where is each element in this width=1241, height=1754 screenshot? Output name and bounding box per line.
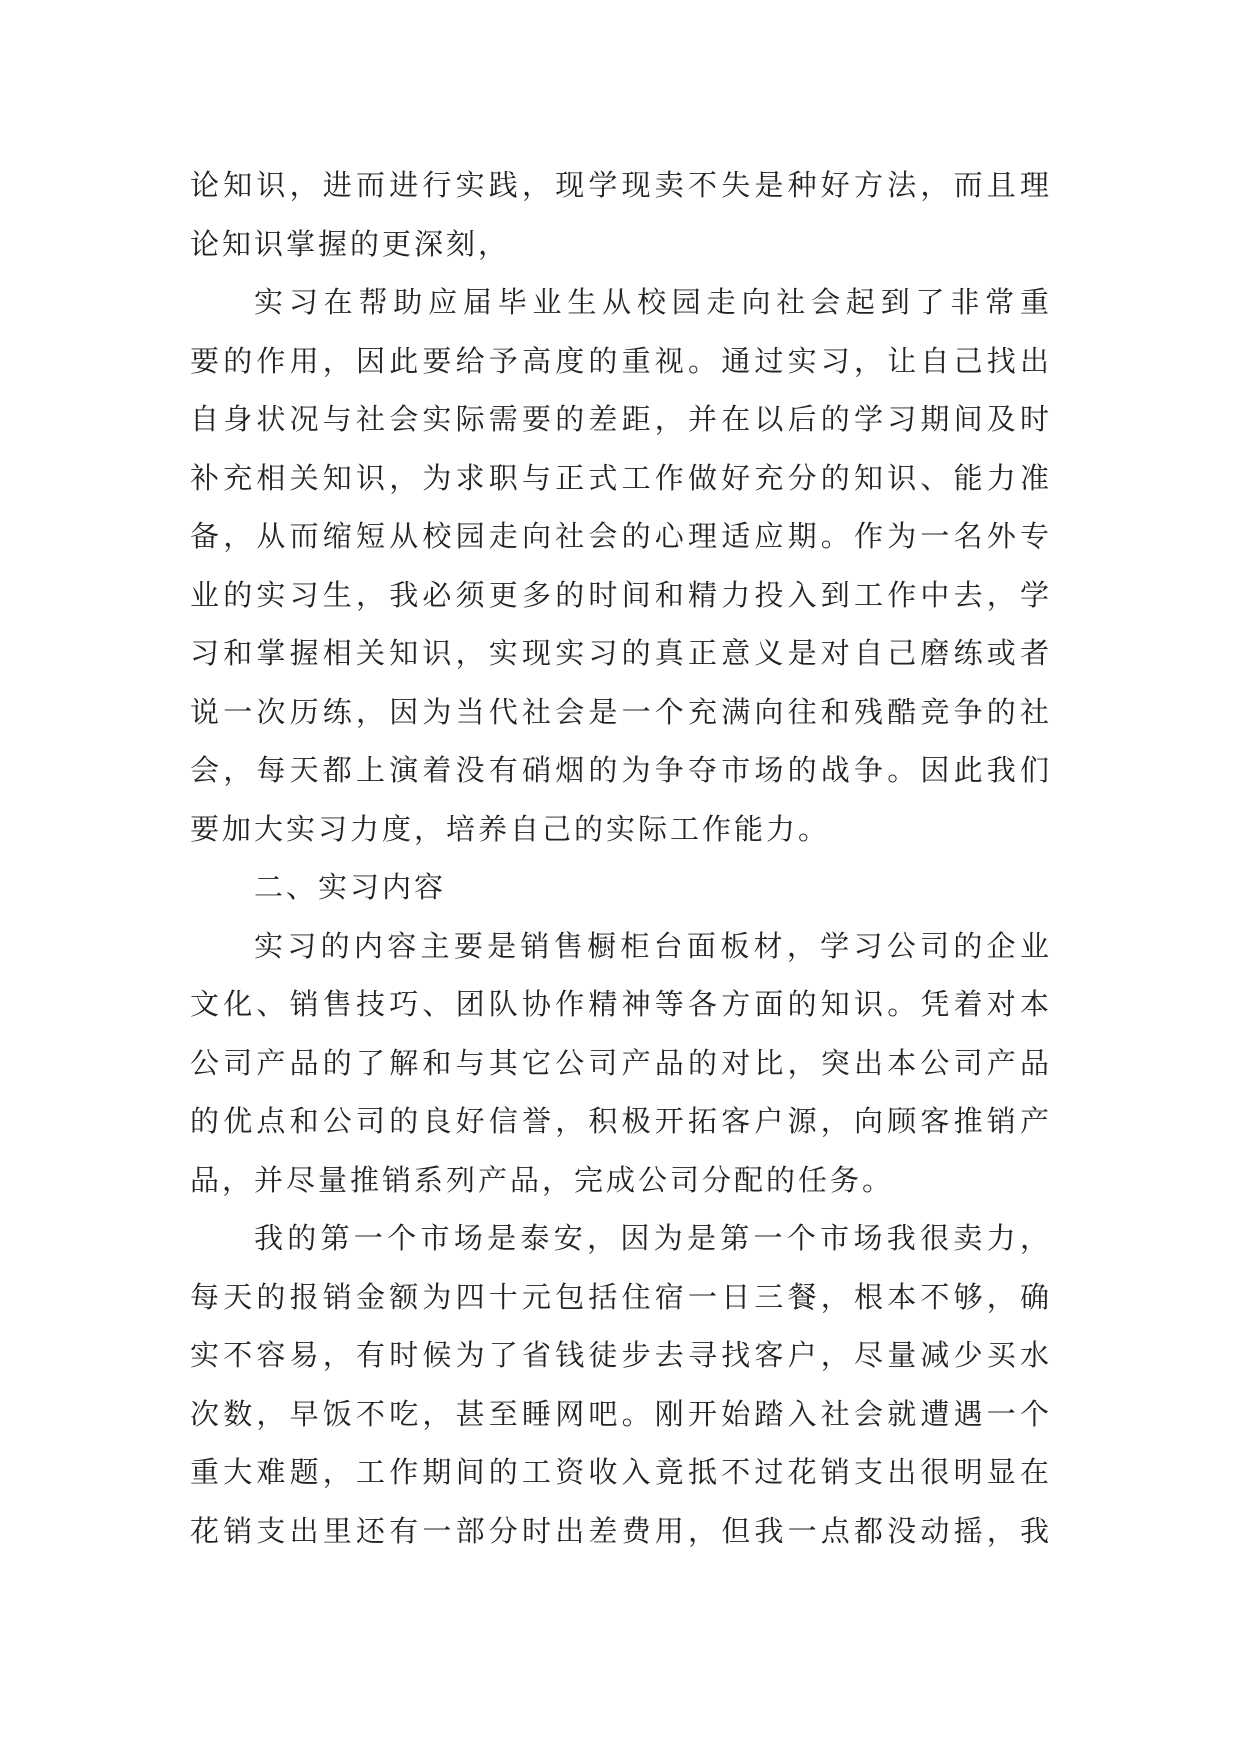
- text-line: 自身状况与社会实际需要的差距，并在以后的学习期间及时: [190, 402, 1050, 436]
- document-body: [190, 156, 1050, 1560]
- paragraph-internship-importance: [190, 273, 1050, 858]
- text-line: 实习在帮助应届毕业生从校园走向社会起到了非常重: [254, 285, 1050, 319]
- text-line: 业的实习生，我必须更多的时间和精力投入到工作中去，学: [190, 577, 1050, 612]
- paragraph-continuation: [190, 156, 1050, 273]
- text-line: 论知识，进而进行实践，现学现卖不失是种好方法，而且理: [190, 168, 1050, 202]
- text-line: 说一次历练，因为当代社会是一个充满向往和残酷竞争的社: [190, 694, 1050, 729]
- paragraph-first-market: [190, 1209, 1050, 1560]
- text-line: 重大难题，工作期间的工资收入竟抵不过花销支出很明显在: [190, 1455, 1050, 1489]
- text-line: 习和掌握相关知识，实现实习的真正意义是对自己磨练或者: [190, 636, 1050, 670]
- heading-text: 二、实习内容: [254, 870, 447, 904]
- text-line: 会，每天都上演着没有硝烟的为争夺市场的战争。因此我们: [190, 753, 1050, 787]
- text-line: 要加大实习力度，培养自己的实际工作能力。: [190, 811, 831, 846]
- text-line: 公司产品的了解和与其它公司产品的对比，突出本公司产品: [190, 1045, 1050, 1080]
- text-line: 补充相关知识，为求职与正式工作做好充分的知识、能力准: [190, 460, 1050, 495]
- text-line: 次数，早饭不吃，甚至睡网吧。刚开始踏入社会就遭遇一个: [190, 1396, 1050, 1431]
- text-line: 我的第一个市场是泰安，因为是第一个市场我很卖力，: [254, 1221, 1050, 1255]
- text-line: 花销支出里还有一部分时出差费用，但我一点都没动摇，我: [190, 1513, 1050, 1548]
- text-line: 论知识掌握的更深刻，: [190, 226, 511, 261]
- text-line: 的优点和公司的良好信誉，积极开拓客户源，向顾客推销产: [190, 1104, 1050, 1138]
- text-line: 品，并尽量推销系列产品，完成公司分配的任务。: [190, 1162, 895, 1197]
- text-line: 每天的报销金额为四十元包括住宿一日三餐，根本不够，确: [190, 1279, 1050, 1314]
- text-line: 备，从而缩短从校园走向社会的心理适应期。作为一名外专: [190, 519, 1050, 553]
- text-line: 实不容易，有时候为了省钱徒步去寻找客户，尽量减少买水: [190, 1338, 1050, 1372]
- text-line: 文化、销售技巧、团队协作精神等各方面的知识。凭着对本: [190, 987, 1050, 1021]
- text-line: 要的作用，因此要给予高度的重视。通过实习，让自己找出: [190, 343, 1050, 378]
- section-heading: [190, 858, 1050, 917]
- paragraph-internship-content: [190, 917, 1050, 1210]
- text-line: 实习的内容主要是销售橱柜台面板材，学习公司的企业: [254, 928, 1050, 963]
